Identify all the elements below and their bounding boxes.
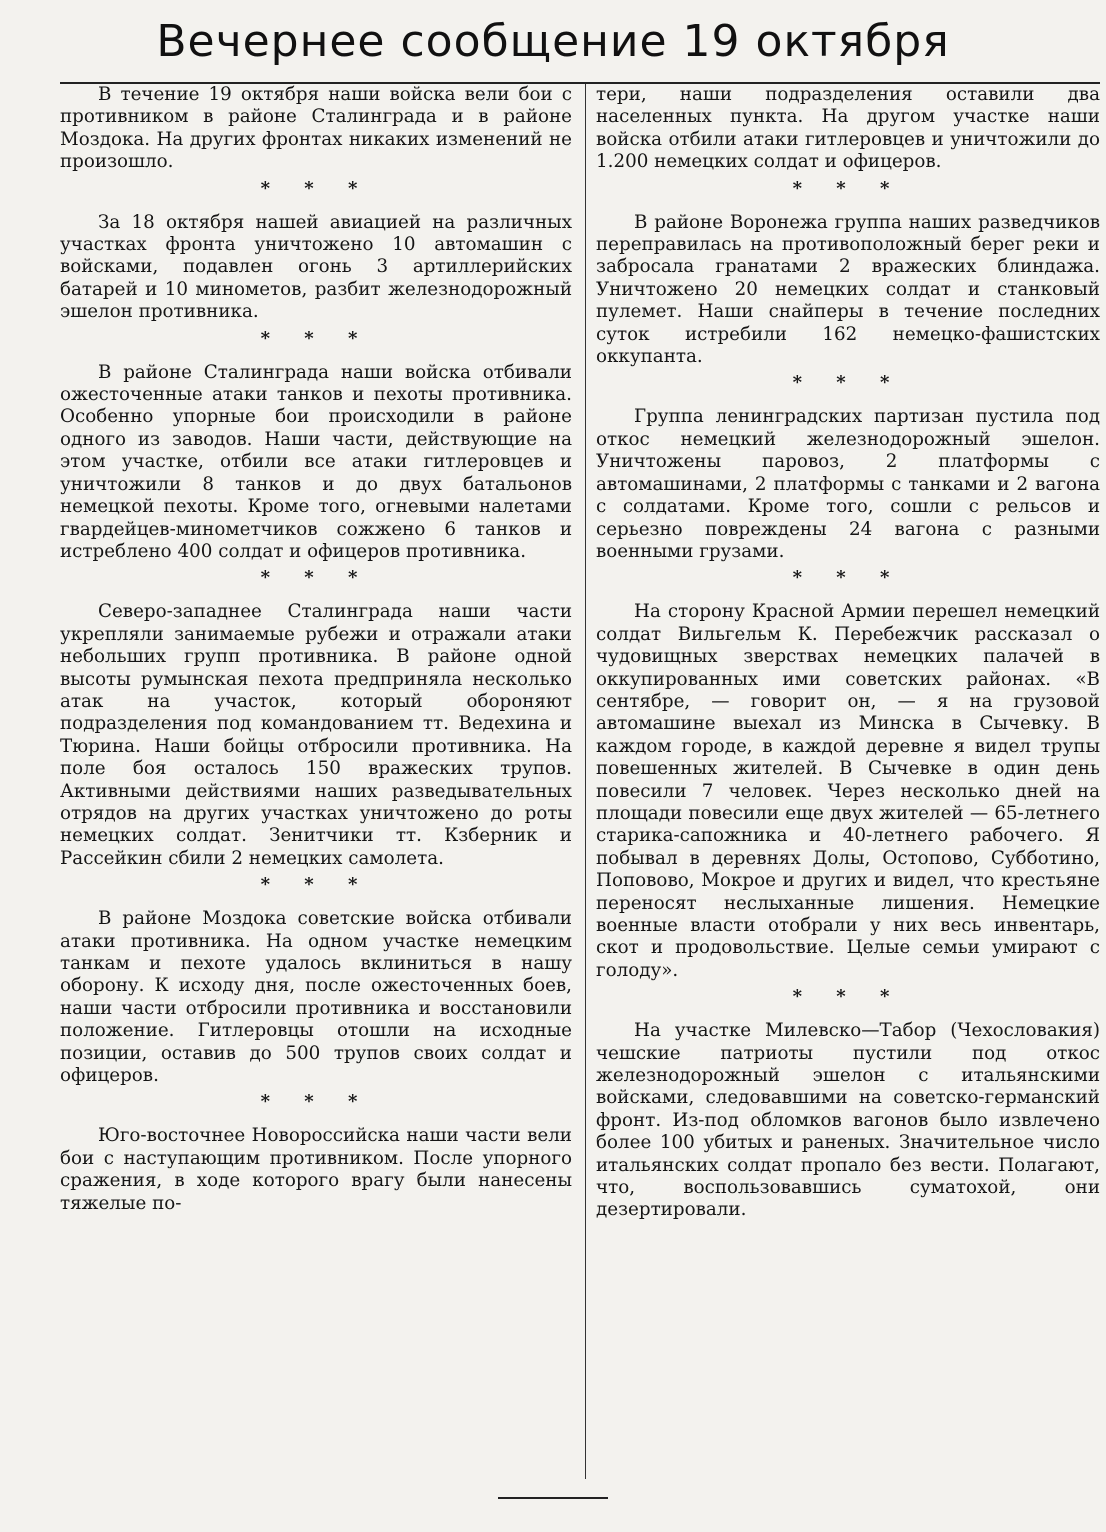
right-column	[592, 84, 1100, 1222]
section-separator: * * *	[792, 986, 904, 1008]
article-paragraph: Северо-западнее Сталинграда наши части укрепляли занимаемые рубежи и отражали атаки небольших групп противника. В районе одной высоты румынская пехота предприняла несколько атак на участок, который обороняют подразделения под командованием тт. Ведехина и Тюрина. Наши бойцы отбросили противника. На поле боя осталось 150 вражеских трупов. Активными действиями наших разведывательных отрядов на других участках уничтожено до роты немецких солдат. Зенитчики тт. Кзберник и Рассейкин сбили 2 немецких самолета.	[60, 601, 572, 869]
article-paragraph: В районе Воронежа группа наших разведчиков переправилась на противоположный берег реки и забросала гранатами 2 вражеских блиндажа. Уничтожено 20 немецких солдат и станковый пулемет. Наши снайперы в течение последних суток истребили 162 немецко-фашистских оккупанта.	[596, 211, 1100, 368]
headline: Вечернее сообщение 19 октября	[156, 16, 950, 67]
section-separator: * * *	[792, 372, 904, 394]
article-paragraph: В районе Моздока советские войска отбивали атаки противника. На одном участке немецким танкам и пехоте удалось вклиниться в нашу оборону. К исходу дня, после ожесточенных боев, наши части отбросили противника и восстановили положение. Гитлеровцы отошли на исходные позиции, оставив до 500 трупов своих солдат и офицеров.	[60, 908, 572, 1087]
section-separator: * * *	[260, 177, 372, 199]
section-separator: * * *	[260, 1091, 372, 1113]
end-rule	[498, 1497, 608, 1499]
article-paragraph: Группа ленинградских партизан пустила под откос немецкий железнодорожный эшелон. Уничтожены паровоз, 2 платформы с автомашинами, 2 платформы с танками и 2 вагона с солдатами. Кроме того, сошли с рельсов и серьезно повреждены 24 вагона с разными военными грузами.	[596, 406, 1100, 562]
article-paragraph-continued: тери, наши подразделения оставили два населенных пункта. На другом участке наши войска отбили атаки гитлеровцев и уничтожили до 1.200 немецких солдат и офицеров.	[596, 84, 1100, 173]
article-paragraph: В течение 19 октября наши войска вели бои с противником в районе Сталинграда и в районе Моздока. На других фронтах никаких изменений не произошло.	[60, 84, 572, 173]
section-separator: * * *	[792, 177, 904, 199]
article-paragraph: Юго-восточнее Новороссийска наши части вели бои с наступающим противником. После упорного сражения, в ходе которого врагу были нанесены тяжелые по-	[60, 1125, 572, 1214]
section-separator: * * *	[260, 567, 372, 589]
section-separator: * * *	[792, 567, 904, 589]
section-separator: * * *	[260, 874, 372, 896]
article-paragraph: На сторону Красной Армии перешел немецкий солдат Вильгельм К. Перебежчик рассказал о чудовищных зверствах немецких палачей в оккупированных ими советских районах. «В сентябре, — говорит он, — я на грузовой автомашине выехал из Минска в Сычевку. В каждом городе, в каждой деревне я видел трупы повешенных жителей. В Сычевке в один день повесили 7 человек. Через несколько дней на площади повесили еще двух жителей — 65-летнего старика-сапожника и 40-летнего рабочего. Я побывал в деревнях Долы, Остопово, Субботино, Поповово, Мокрое и других и видел, что крестьяне переносят неслыханные лишения. Немецкие военные власти отобрали у них весь инвентарь, скот и продовольствие. Целые семьи умирают с голоду».	[596, 601, 1100, 981]
article-paragraph: На участке Милевско—Табор (Чехословакия) чешские патриоты пустили под откос железнодорожный эшелон с итальянскими войсками, следовавшими на советско-германский фронт. Из-под обломков вагонов было извлечено более 100 убитых и раненых. Значительное число итальянских солдат пропало без вести. Полагают, что, воспользовавшись суматохой, они дезертировали.	[596, 1020, 1100, 1221]
section-separator: * * *	[260, 327, 372, 349]
article-paragraph: В районе Сталинграда наши войска отбивали ожесточенные атаки танков и пехоты противника. Особенно упорные бои происходили в районе одного из заводов. Наши части, действующие на этом участке, отбили все атаки гитлеровцев и уничтожили 8 танков и до двух батальонов немецкой пехоты. Кроме того, огневыми налетами гвардейцев-минометчиков сожжено 6 танков и истреблено 400 солдат и офицеров противника.	[60, 361, 572, 562]
article-paragraph: За 18 октября нашей авиацией на различных участках фронта уничтожено 10 автомашин с войсками, подавлен огонь 3 артиллерийских батарей и 10 минометов, разбит железнодорожный эшелон противника.	[60, 211, 572, 323]
column-divider	[585, 84, 586, 1479]
left-column	[60, 84, 580, 1215]
